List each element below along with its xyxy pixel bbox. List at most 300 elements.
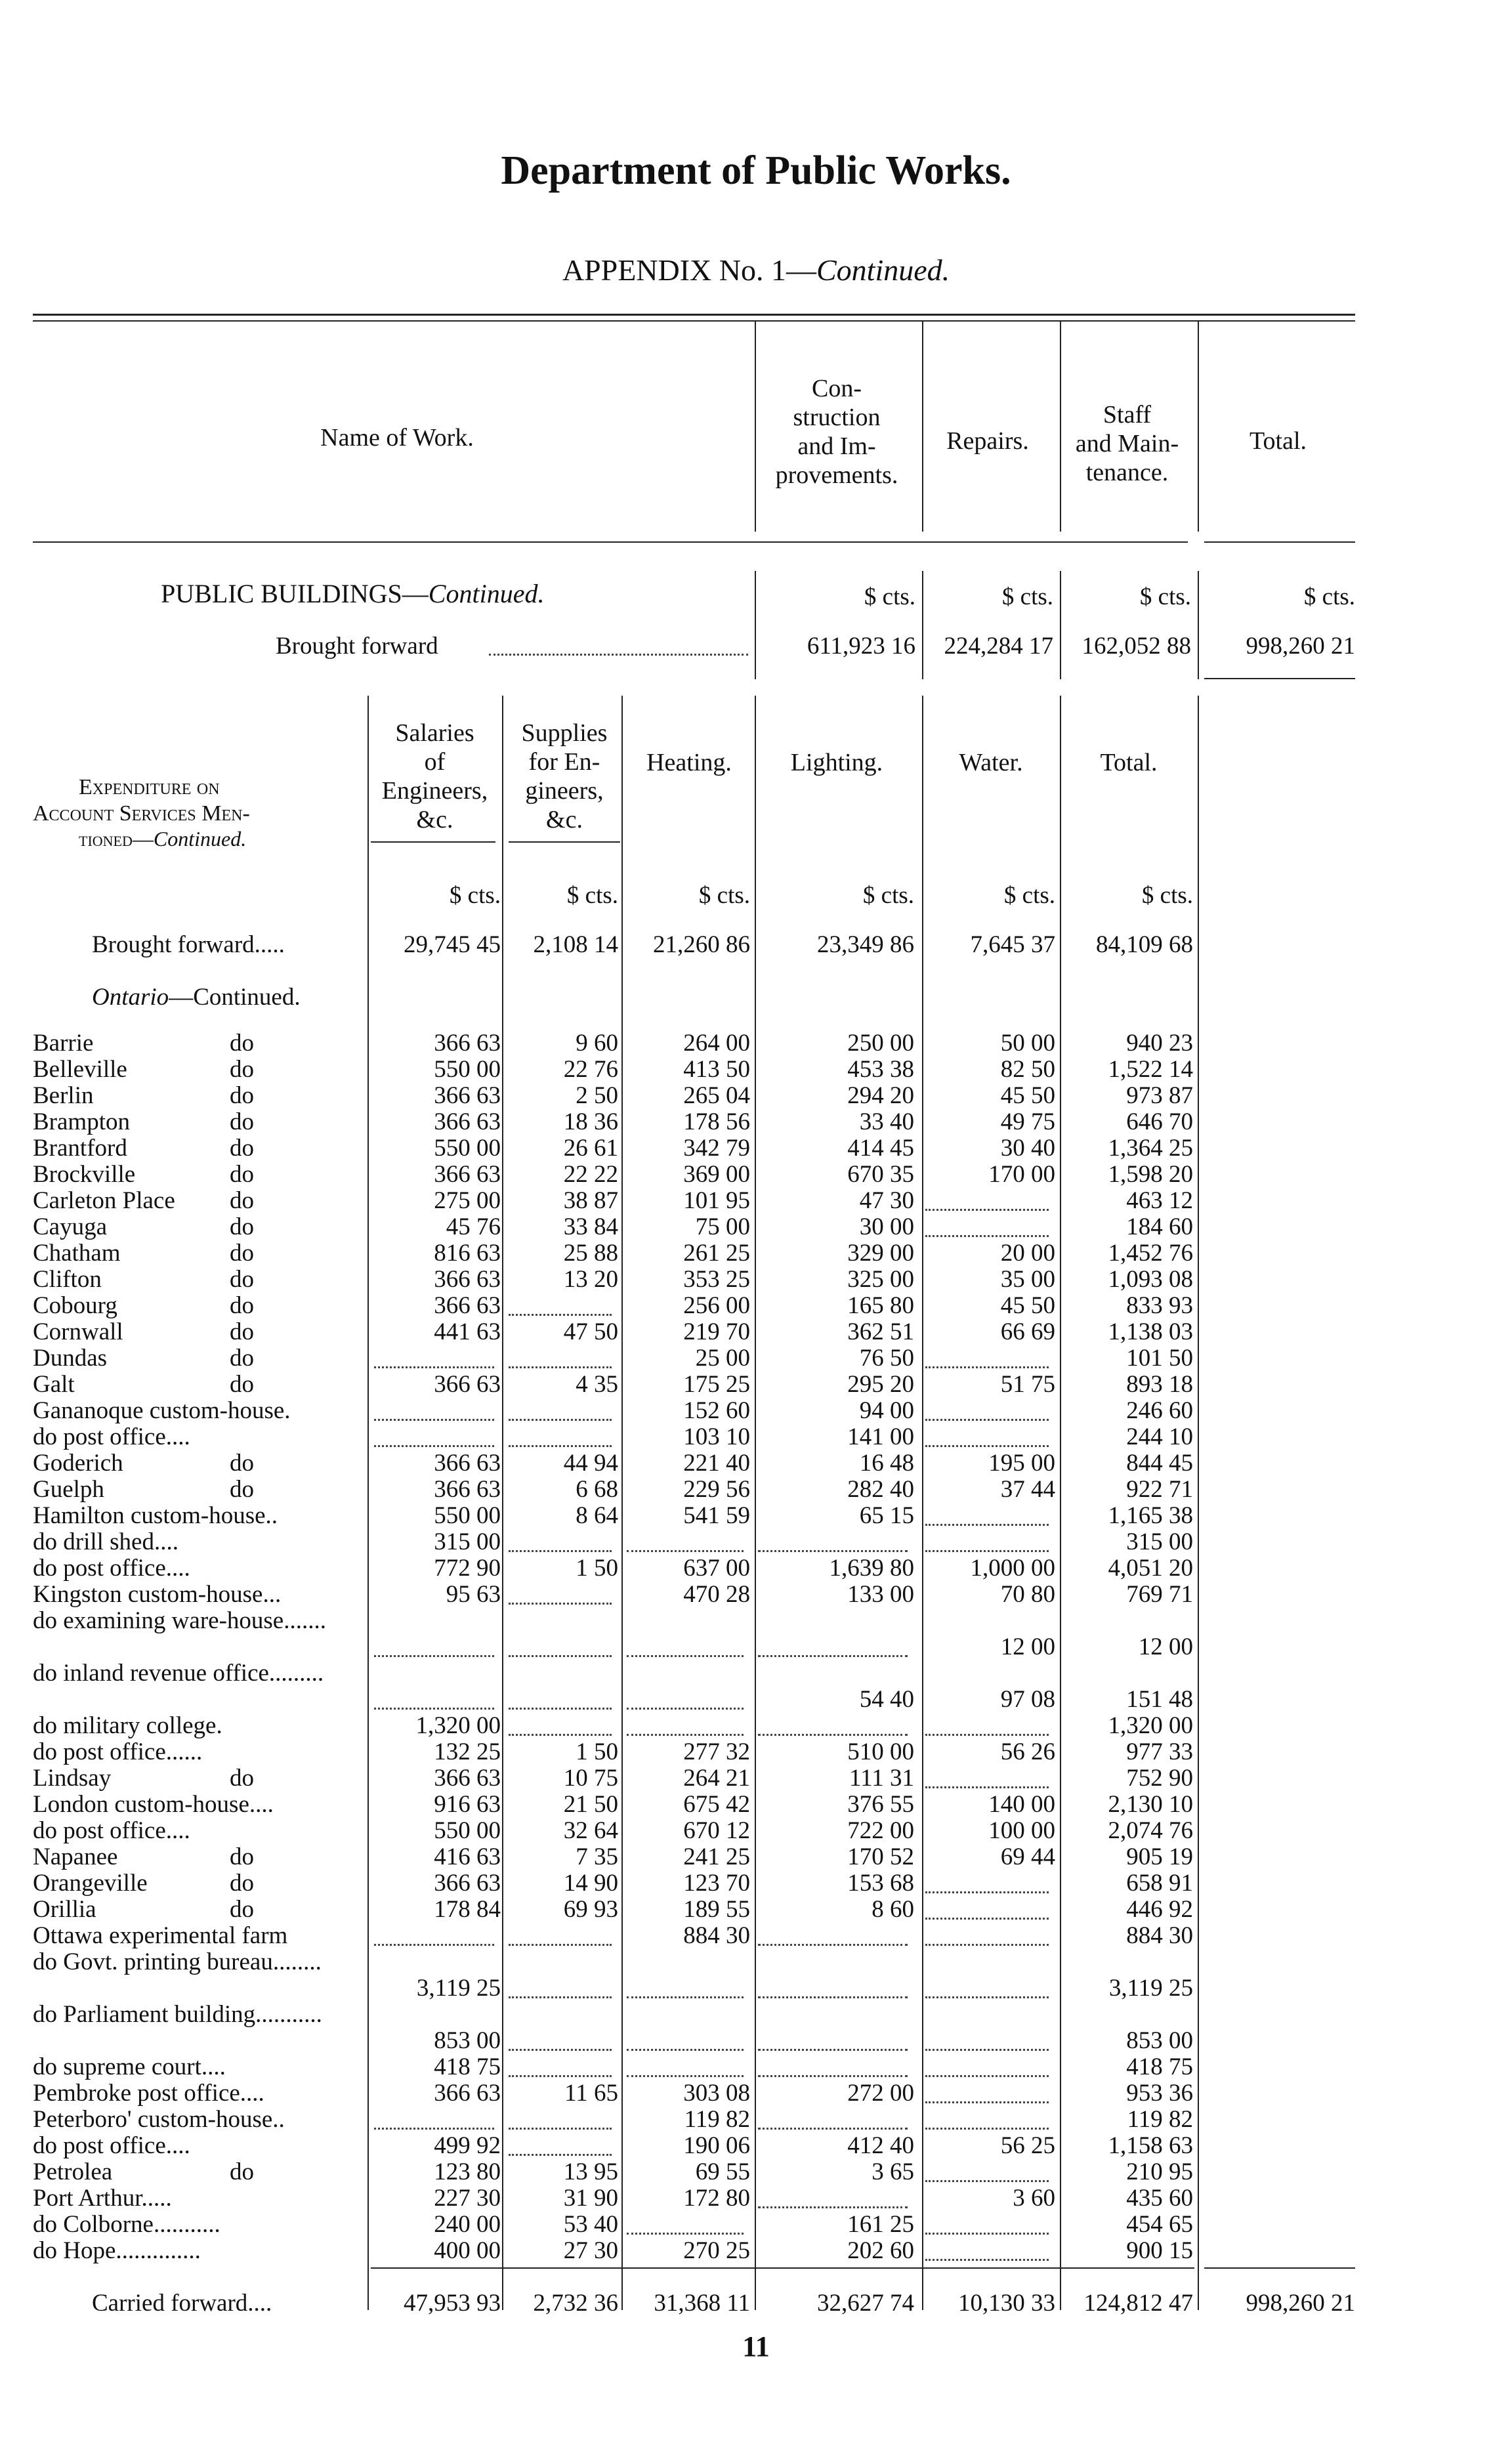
header-construction-l3: and Im- bbox=[797, 432, 876, 460]
row-value: 20 00 bbox=[1000, 1240, 1055, 1267]
row-value: 1,165 38 bbox=[1108, 1502, 1193, 1529]
empty-cell-dots bbox=[925, 1918, 1049, 1920]
subheader-salaries-l1: Salaries bbox=[395, 719, 474, 747]
row-value: 14 90 bbox=[563, 1870, 618, 1897]
row-value: 1,639 80 bbox=[829, 1555, 914, 1582]
row-name: do post office.... bbox=[33, 1818, 190, 1844]
row-value: 463 12 bbox=[1126, 1187, 1193, 1214]
row-value: 973 87 bbox=[1126, 1082, 1193, 1109]
expenditure-line2-text: Account Services Men- bbox=[33, 801, 250, 826]
row-value: 441 63 bbox=[434, 1318, 501, 1345]
row-value: 416 63 bbox=[434, 1843, 501, 1870]
sub-currency: $ cts. bbox=[449, 882, 501, 909]
row-value: 70 80 bbox=[1000, 1581, 1055, 1608]
row-name: do post office.... bbox=[33, 1555, 190, 1582]
row-value: 277 32 bbox=[683, 1738, 750, 1765]
empty-cell-dots bbox=[627, 1708, 744, 1710]
row-value: 366 63 bbox=[434, 1030, 501, 1057]
row-value: 202 60 bbox=[847, 2237, 914, 2264]
empty-cell-dots bbox=[925, 1550, 1049, 1552]
row-name: Brockville bbox=[33, 1162, 136, 1188]
empty-cell-dots bbox=[925, 2128, 1049, 2130]
empty-cell-dots bbox=[509, 2075, 612, 2077]
empty-cell-dots bbox=[925, 2180, 1049, 2182]
row-value: 1,364 25 bbox=[1108, 1135, 1193, 1162]
empty-cell-dots bbox=[509, 1366, 612, 1368]
row-value: 210 95 bbox=[1126, 2158, 1193, 2185]
empty-cell-dots bbox=[374, 1655, 494, 1657]
row-name: do supreme court.... bbox=[33, 2054, 226, 2080]
empty-cell-dots bbox=[627, 1550, 744, 1552]
row-name: Peterboro' custom-house.. bbox=[33, 2107, 285, 2133]
empty-cell-dots bbox=[925, 1209, 1049, 1211]
carried-forward-rule-total bbox=[1204, 2267, 1355, 2269]
row-value: 47 30 bbox=[859, 1187, 914, 1214]
sub-currency: $ cts. bbox=[862, 882, 914, 909]
row-name: Cobourg bbox=[33, 1293, 117, 1319]
empty-cell-dots bbox=[925, 1734, 1049, 1736]
row-value: 66 69 bbox=[1000, 1318, 1055, 1345]
carried-forward-rule bbox=[371, 2267, 1194, 2269]
row-value: 141 00 bbox=[847, 1423, 914, 1450]
row-value: 844 45 bbox=[1126, 1450, 1193, 1477]
row-value: 18 36 bbox=[563, 1108, 618, 1135]
row-value: 170 52 bbox=[847, 1843, 914, 1870]
row-name: Chatham bbox=[33, 1240, 121, 1267]
province-name: Ontario bbox=[92, 984, 169, 1011]
empty-cell-dots bbox=[509, 1603, 612, 1605]
header-staff-l2: and Main- bbox=[1075, 430, 1179, 457]
row-value: 25 00 bbox=[695, 1345, 750, 1372]
carried-forward-value: 31,368 11 bbox=[654, 2290, 750, 2317]
row-value: 265 04 bbox=[683, 1082, 750, 1109]
row-ditto: do bbox=[230, 1765, 254, 1792]
row-value: 2,074 76 bbox=[1108, 1817, 1193, 1844]
empty-cell-dots bbox=[758, 1944, 908, 1946]
row-name: Berlin bbox=[33, 1083, 94, 1109]
row-value: 362 51 bbox=[847, 1318, 914, 1345]
row-value: 454 65 bbox=[1126, 2211, 1193, 2238]
leader-dots bbox=[489, 654, 748, 656]
subheader-heating: Heating. bbox=[646, 749, 732, 776]
col-rule bbox=[1060, 696, 1061, 2310]
bf-sub-value: 29,745 45 bbox=[404, 931, 501, 958]
row-value: 97 08 bbox=[1000, 1686, 1055, 1713]
empty-cell-dots bbox=[925, 2259, 1049, 2261]
row-value: 56 25 bbox=[1000, 2132, 1055, 2159]
row-name: Gananoque custom-house. bbox=[33, 1398, 291, 1424]
row-value: 2 50 bbox=[576, 1082, 618, 1109]
header-construction-l2: struction bbox=[793, 404, 881, 431]
bf-sub-value: 7,645 37 bbox=[970, 931, 1055, 958]
row-value: 510 00 bbox=[847, 1738, 914, 1765]
top-rule bbox=[33, 314, 1355, 316]
row-name: Orangeville bbox=[33, 1870, 148, 1897]
row-value: 151 48 bbox=[1126, 1686, 1193, 1713]
row-name: do post office...... bbox=[33, 1739, 203, 1765]
row-value: 1,320 00 bbox=[415, 1712, 501, 1739]
row-ditto: do bbox=[230, 1187, 254, 1214]
row-value: 353 25 bbox=[683, 1266, 750, 1293]
bf-sub-value: 2,108 14 bbox=[533, 931, 618, 958]
row-ditto: do bbox=[230, 1870, 254, 1897]
row-name: do examining ware-house....... bbox=[33, 1608, 326, 1634]
row-value: 35 00 bbox=[1000, 1266, 1055, 1293]
appendix-label: APPENDIX No. 1— bbox=[562, 253, 816, 287]
row-value: 366 63 bbox=[434, 1765, 501, 1792]
appendix-heading bbox=[0, 253, 1512, 287]
row-ditto: do bbox=[230, 1108, 254, 1135]
empty-cell-dots bbox=[374, 1708, 494, 1710]
row-value: 33 40 bbox=[859, 1108, 914, 1135]
row-ditto: do bbox=[230, 1161, 254, 1188]
row-value: 953 36 bbox=[1126, 2080, 1193, 2107]
row-value: 1,522 14 bbox=[1108, 1056, 1193, 1083]
row-name: Belleville bbox=[33, 1057, 127, 1083]
row-ditto: do bbox=[230, 1213, 254, 1240]
top-rule-2 bbox=[33, 320, 1355, 322]
expenditure-line3-text: tioned— bbox=[79, 827, 154, 851]
row-value: 446 92 bbox=[1126, 1896, 1193, 1923]
col-rule bbox=[922, 322, 923, 532]
empty-cell-dots bbox=[627, 2233, 744, 2235]
row-value: 550 00 bbox=[434, 1817, 501, 1844]
row-value: 1,093 08 bbox=[1108, 1266, 1193, 1293]
row-value: 123 70 bbox=[683, 1870, 750, 1897]
carried-forward-grand-total: 998,260 21 bbox=[1246, 2290, 1355, 2317]
empty-cell-dots bbox=[509, 1996, 612, 1998]
row-ditto: do bbox=[230, 1056, 254, 1083]
row-value: 325 00 bbox=[847, 1266, 914, 1293]
row-value: 264 00 bbox=[683, 1030, 750, 1057]
row-value: 165 80 bbox=[847, 1292, 914, 1319]
row-value: 418 75 bbox=[434, 2053, 501, 2080]
row-value: 140 00 bbox=[988, 1791, 1055, 1818]
total-rule bbox=[1204, 678, 1355, 679]
row-value: 916 63 bbox=[434, 1791, 501, 1818]
carried-forward-value: 10,130 33 bbox=[958, 2290, 1055, 2317]
row-value: 1,452 76 bbox=[1108, 1240, 1193, 1267]
empty-cell-dots bbox=[509, 1419, 612, 1421]
row-value: 190 06 bbox=[683, 2132, 750, 2159]
empty-cell-dots bbox=[627, 1996, 744, 1998]
row-value: 833 93 bbox=[1126, 1292, 1193, 1319]
subheader-supplies-l3: gineers, bbox=[525, 777, 604, 805]
row-value: 550 00 bbox=[434, 1502, 501, 1529]
row-value: 9 60 bbox=[576, 1030, 618, 1057]
row-ditto: do bbox=[230, 1240, 254, 1267]
row-value: 22 76 bbox=[563, 1056, 618, 1083]
expenditure-line1-text: Expenditure on bbox=[79, 775, 220, 799]
appendix-suffix: Continued. bbox=[816, 253, 950, 287]
empty-cell-dots bbox=[925, 1786, 1049, 1788]
empty-cell-dots bbox=[925, 1891, 1049, 1893]
row-value: 2,130 10 bbox=[1108, 1791, 1193, 1818]
row-ditto: do bbox=[230, 1371, 254, 1398]
row-value: 12 00 bbox=[1000, 1633, 1055, 1660]
row-value: 153 68 bbox=[847, 1870, 914, 1897]
row-name: do drill shed.... bbox=[33, 1529, 178, 1555]
empty-cell-dots bbox=[509, 1314, 612, 1316]
row-value: 21 50 bbox=[563, 1791, 618, 1818]
bf-total: 998,260 21 bbox=[1246, 633, 1355, 660]
col-rule bbox=[1198, 696, 1199, 2310]
row-ditto: do bbox=[230, 1345, 254, 1372]
row-value: 722 00 bbox=[847, 1817, 914, 1844]
row-value: 412 40 bbox=[847, 2132, 914, 2159]
subheader-rule bbox=[371, 841, 495, 843]
empty-cell-dots bbox=[925, 2049, 1049, 2051]
row-value: 853 00 bbox=[434, 2027, 501, 2054]
row-value: 752 90 bbox=[1126, 1765, 1193, 1792]
row-value: 45 50 bbox=[1000, 1292, 1055, 1319]
expenditure-line3-suffix: Continued. bbox=[153, 827, 247, 851]
empty-cell-dots bbox=[627, 2075, 744, 2077]
subheader-salaries-l4: &c. bbox=[416, 806, 453, 833]
row-value: 94 00 bbox=[859, 1397, 914, 1424]
row-value: 22 22 bbox=[563, 1161, 618, 1188]
row-value: 111 31 bbox=[849, 1765, 914, 1792]
row-value: 45 76 bbox=[446, 1213, 501, 1240]
row-name: Brantford bbox=[33, 1135, 127, 1162]
row-value: 119 82 bbox=[1127, 2106, 1193, 2133]
row-ditto: do bbox=[230, 1082, 254, 1109]
row-value: 366 63 bbox=[434, 1476, 501, 1503]
row-value: 418 75 bbox=[1126, 2053, 1193, 2080]
section-suffix: Continued. bbox=[428, 579, 545, 608]
row-value: 646 70 bbox=[1126, 1108, 1193, 1135]
row-value: 453 38 bbox=[847, 1056, 914, 1083]
row-name: Port Arthur..... bbox=[33, 2185, 172, 2212]
row-name: Orillia bbox=[33, 1897, 96, 1923]
header-bottom-rule bbox=[33, 541, 1188, 543]
empty-cell-dots bbox=[509, 1944, 612, 1946]
empty-cell-dots bbox=[509, 1445, 612, 1447]
empty-cell-dots bbox=[374, 1445, 494, 1447]
row-value: 51 75 bbox=[1000, 1371, 1055, 1398]
empty-cell-dots bbox=[627, 1734, 744, 1736]
row-value: 295 20 bbox=[847, 1371, 914, 1398]
empty-cell-dots bbox=[758, 2049, 908, 2051]
row-value: 261 25 bbox=[683, 1240, 750, 1267]
row-value: 4 35 bbox=[576, 1371, 618, 1398]
subheader-supplies-l4: &c. bbox=[546, 806, 583, 833]
bf-staff: 162,052 88 bbox=[1082, 633, 1191, 660]
row-value: 270 25 bbox=[683, 2237, 750, 2264]
row-value: 25 88 bbox=[563, 1240, 618, 1267]
row-value: 38 87 bbox=[563, 1187, 618, 1214]
row-value: 241 25 bbox=[683, 1843, 750, 1870]
row-value: 227 30 bbox=[434, 2185, 501, 2212]
currency-staff: $ cts. bbox=[1139, 583, 1191, 610]
row-ditto: do bbox=[230, 1292, 254, 1319]
header-construction-l4: provements. bbox=[775, 461, 898, 489]
row-value: 219 70 bbox=[683, 1318, 750, 1345]
subheader-lighting: Lighting. bbox=[790, 749, 883, 776]
row-value: 12 00 bbox=[1138, 1633, 1193, 1660]
row-value: 7 35 bbox=[576, 1843, 618, 1870]
row-value: 189 55 bbox=[683, 1896, 750, 1923]
empty-cell-dots bbox=[758, 2128, 908, 2130]
row-name: Pembroke post office.... bbox=[33, 2080, 264, 2107]
col-rule bbox=[755, 696, 756, 2310]
expenditure-line3 bbox=[79, 826, 246, 852]
row-value: 1,320 00 bbox=[1108, 1712, 1193, 1739]
row-name: do Colborne........... bbox=[33, 2212, 220, 2238]
row-value: 3 65 bbox=[872, 2158, 914, 2185]
empty-cell-dots bbox=[758, 1550, 908, 1552]
col-rule bbox=[502, 696, 503, 2310]
carried-forward-value: 124,812 47 bbox=[1083, 2290, 1193, 2317]
empty-cell-dots bbox=[925, 1419, 1049, 1421]
row-value: 119 82 bbox=[684, 2106, 750, 2133]
bf-sub-value: 84,109 68 bbox=[1096, 931, 1193, 958]
row-value: 44 94 bbox=[563, 1450, 618, 1477]
row-value: 13 20 bbox=[563, 1266, 618, 1293]
header-staff bbox=[1057, 400, 1198, 487]
row-value: 772 90 bbox=[434, 1555, 501, 1582]
row-ditto: do bbox=[230, 1135, 254, 1162]
row-value: 940 23 bbox=[1126, 1030, 1193, 1057]
col-rule bbox=[1198, 322, 1199, 532]
row-value: 272 00 bbox=[847, 2080, 914, 2107]
col-rule bbox=[755, 322, 756, 532]
sub-currency: $ cts. bbox=[566, 882, 618, 909]
section-label: PUBLIC BUILDINGS— bbox=[161, 579, 429, 608]
row-value: 45 50 bbox=[1000, 1082, 1055, 1109]
row-value: 366 63 bbox=[434, 1371, 501, 1398]
row-value: 244 10 bbox=[1126, 1423, 1193, 1450]
row-name: Clifton bbox=[33, 1267, 102, 1293]
header-bottom-rule-total bbox=[1204, 541, 1355, 543]
row-value: 100 00 bbox=[988, 1817, 1055, 1844]
row-name: Hamilton custom-house.. bbox=[33, 1503, 278, 1529]
row-value: 264 21 bbox=[683, 1765, 750, 1792]
bf-sub-value: 21,260 86 bbox=[653, 931, 750, 958]
row-value: 1,598 20 bbox=[1108, 1161, 1193, 1188]
row-value: 11 65 bbox=[564, 2080, 618, 2107]
col-rule bbox=[368, 696, 369, 2310]
row-ditto: do bbox=[230, 1896, 254, 1923]
row-value: 175 25 bbox=[683, 1371, 750, 1398]
row-value: 366 63 bbox=[434, 1082, 501, 1109]
row-name: Napanee bbox=[33, 1844, 118, 1870]
subheader-rule bbox=[509, 841, 620, 843]
row-value: 550 00 bbox=[434, 1135, 501, 1162]
row-value: 26 61 bbox=[563, 1135, 618, 1162]
row-value: 675 42 bbox=[683, 1791, 750, 1818]
row-value: 905 19 bbox=[1126, 1843, 1193, 1870]
empty-cell-dots bbox=[509, 1708, 612, 1710]
currency-repairs: $ cts. bbox=[1001, 583, 1053, 610]
empty-cell-dots bbox=[758, 1734, 908, 1736]
row-value: 101 95 bbox=[683, 1187, 750, 1214]
row-name: Goderich bbox=[33, 1450, 123, 1477]
header-name-of-work: Name of Work. bbox=[320, 424, 474, 452]
row-name: London custom-house.... bbox=[33, 1792, 274, 1818]
row-value: 670 12 bbox=[683, 1817, 750, 1844]
row-value: 10 75 bbox=[563, 1765, 618, 1792]
row-value: 101 50 bbox=[1126, 1345, 1193, 1372]
row-value: 275 00 bbox=[434, 1187, 501, 1214]
row-value: 1 50 bbox=[576, 1555, 618, 1582]
empty-cell-dots bbox=[758, 2075, 908, 2077]
sub-currency: $ cts. bbox=[1003, 882, 1055, 909]
subheader-total: Total. bbox=[1100, 749, 1158, 776]
empty-cell-dots bbox=[758, 1996, 908, 1998]
carried-forward-value: 32,627 74 bbox=[817, 2290, 914, 2317]
row-value: 133 00 bbox=[847, 1581, 914, 1608]
header-construction-l1: Con- bbox=[812, 375, 862, 402]
row-ditto: do bbox=[230, 1476, 254, 1503]
row-value: 4,051 20 bbox=[1108, 1555, 1193, 1582]
page-number: 11 bbox=[742, 2330, 770, 2363]
row-value: 103 10 bbox=[683, 1423, 750, 1450]
empty-cell-dots bbox=[627, 1655, 744, 1657]
row-value: 369 00 bbox=[683, 1161, 750, 1188]
header-staff-l1: Staff bbox=[1102, 401, 1152, 429]
row-ditto: do bbox=[230, 1450, 254, 1477]
empty-cell-dots bbox=[374, 1944, 494, 1946]
col-rule bbox=[922, 571, 923, 679]
row-value: 400 00 bbox=[434, 2237, 501, 2264]
row-value: 900 15 bbox=[1126, 2237, 1193, 2264]
row-value: 56 26 bbox=[1000, 1738, 1055, 1765]
row-value: 50 00 bbox=[1000, 1030, 1055, 1057]
row-ditto: do bbox=[230, 1318, 254, 1345]
subheader-supplies-l2: for En- bbox=[528, 748, 600, 776]
row-value: 3,119 25 bbox=[1108, 1975, 1193, 2002]
row-value: 3 60 bbox=[1013, 2185, 1055, 2212]
row-value: 315 00 bbox=[1126, 1528, 1193, 1555]
empty-cell-dots bbox=[758, 1655, 908, 1657]
header-construction bbox=[755, 374, 919, 490]
sub-currency: $ cts. bbox=[1141, 882, 1193, 909]
empty-cell-dots bbox=[925, 1366, 1049, 1368]
row-value: 8 60 bbox=[872, 1896, 914, 1923]
row-value: 240 00 bbox=[434, 2211, 501, 2238]
row-value: 170 00 bbox=[988, 1161, 1055, 1188]
row-name: Barrie bbox=[33, 1030, 94, 1057]
row-value: 435 60 bbox=[1126, 2185, 1193, 2212]
row-value: 32 64 bbox=[563, 1817, 618, 1844]
empty-cell-dots bbox=[925, 2101, 1049, 2103]
row-value: 47 50 bbox=[563, 1318, 618, 1345]
row-value: 853 00 bbox=[1126, 2027, 1193, 2054]
row-ditto: do bbox=[230, 2158, 254, 2185]
row-value: 893 18 bbox=[1126, 1371, 1193, 1398]
row-value: 75 00 bbox=[695, 1213, 750, 1240]
row-value: 221 40 bbox=[683, 1450, 750, 1477]
row-value: 178 84 bbox=[434, 1896, 501, 1923]
brought-forward-top-label: Brought forward bbox=[276, 633, 438, 660]
row-value: 1,158 63 bbox=[1108, 2132, 1193, 2159]
row-value: 95 63 bbox=[446, 1581, 501, 1608]
row-value: 195 00 bbox=[988, 1450, 1055, 1477]
expenditure-line2 bbox=[33, 801, 250, 827]
subheader-supplies-l1: Supplies bbox=[521, 719, 608, 747]
row-value: 33 84 bbox=[563, 1213, 618, 1240]
row-value: 76 50 bbox=[859, 1345, 914, 1372]
row-value: 922 71 bbox=[1126, 1476, 1193, 1503]
row-value: 8 64 bbox=[576, 1502, 618, 1529]
subheader-salaries-l3: Engineers, bbox=[381, 777, 488, 805]
brought-forward-sub-label: Brought forward..... bbox=[92, 931, 285, 958]
col-rule bbox=[621, 696, 623, 2310]
row-value: 178 56 bbox=[683, 1108, 750, 1135]
row-value: 977 33 bbox=[1126, 1738, 1193, 1765]
row-value: 637 00 bbox=[683, 1555, 750, 1582]
